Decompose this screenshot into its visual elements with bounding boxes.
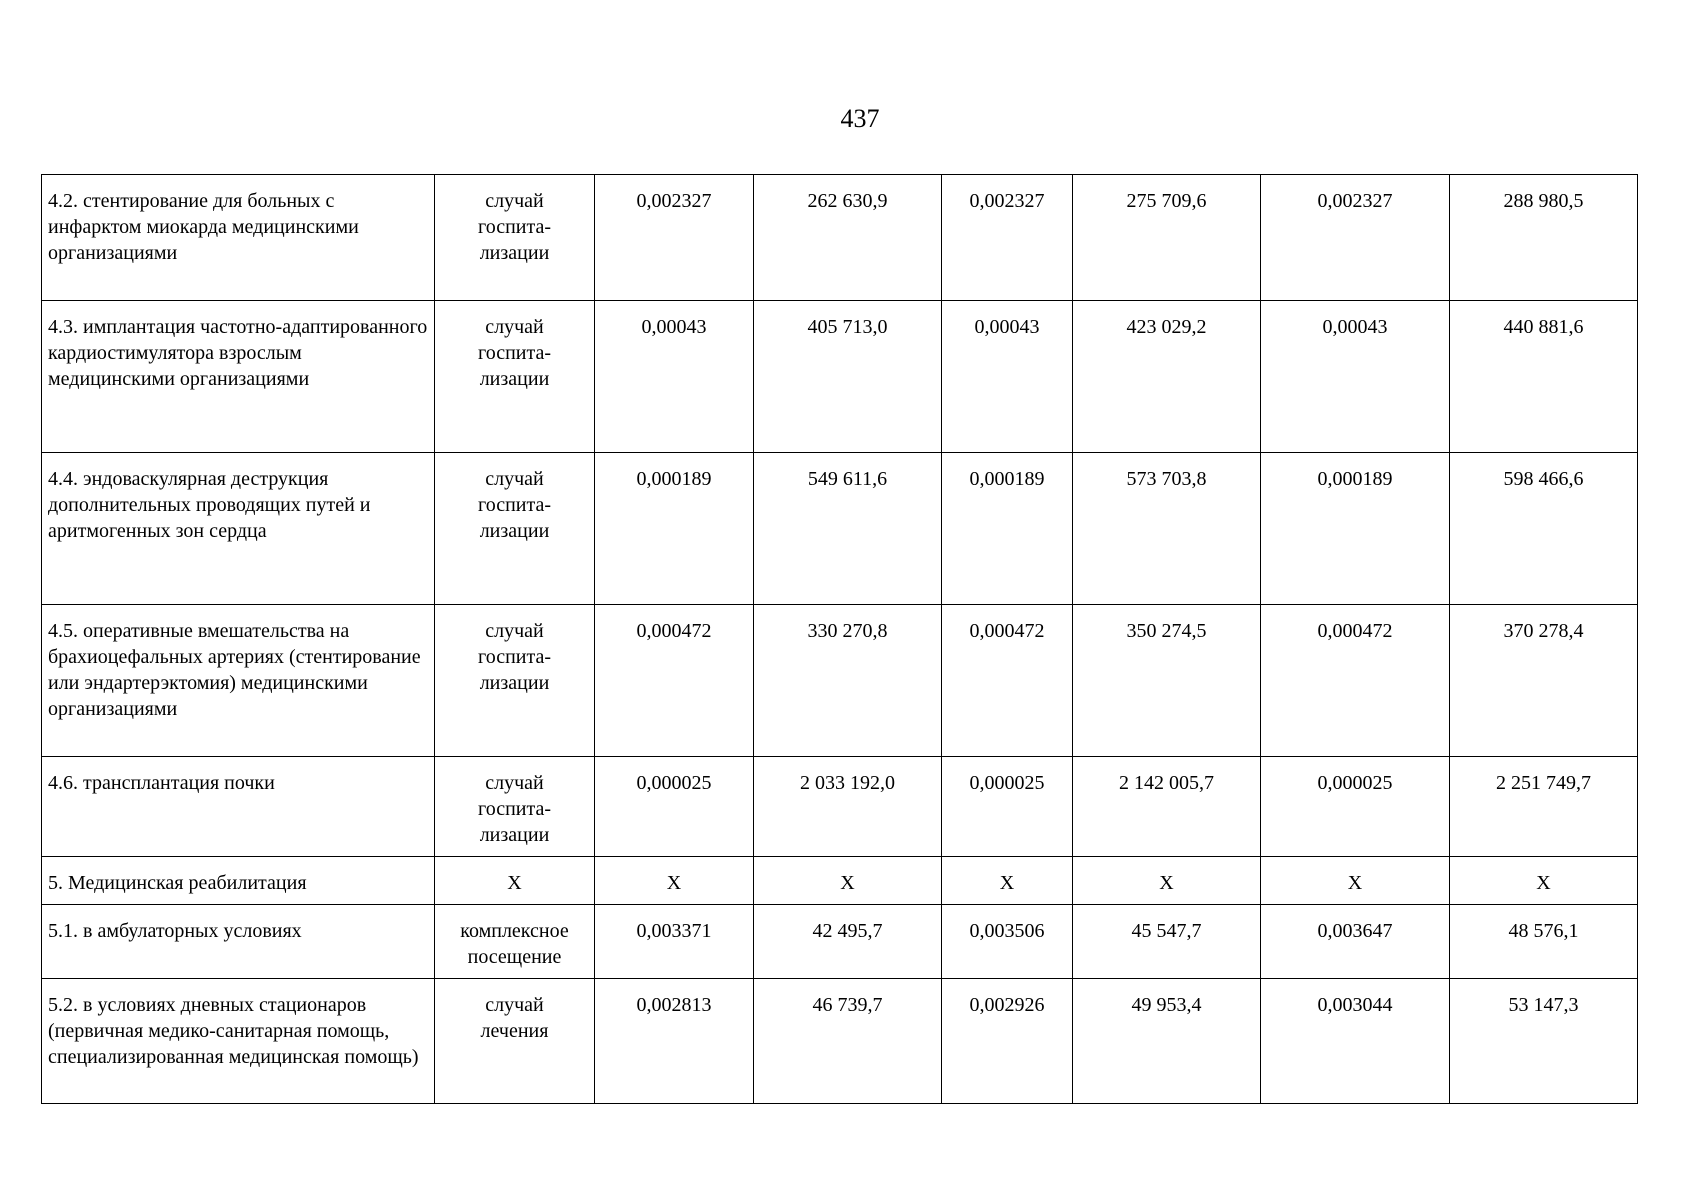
value-cell: 350 274,5 — [1073, 605, 1261, 757]
unit-cell — [435, 605, 595, 757]
value-cell: 573 703,8 — [1073, 453, 1261, 605]
page-number: 437 — [840, 104, 880, 133]
value-cell: 405 713,0 — [754, 301, 942, 453]
row-name-cell: 4.6. трансплантация почки — [42, 757, 435, 857]
value-cell: 440 881,6 — [1450, 301, 1638, 453]
value-cell: 45 547,7 — [1073, 905, 1261, 979]
unit-line: госпита- — [477, 798, 551, 820]
unit-line: госпита- — [477, 494, 551, 516]
unit-line: случай — [485, 994, 544, 1016]
table-row — [42, 175, 1638, 301]
value-cell: 423 029,2 — [1073, 301, 1261, 453]
row-name-cell: 5.2. в условиях дневных стационаров (первичная медико-санитарная помощь, специализированная медицинская помощь) — [42, 979, 435, 1104]
row-name-cell: 4.2. стентирование для больных с инфарктом миокарда медицинскими организациями — [42, 175, 435, 301]
value-cell: 0,003044 — [1261, 979, 1450, 1104]
row-name-cell: 5.1. в амбулаторных условиях — [42, 905, 435, 979]
value-cell: 0,000025 — [595, 757, 754, 857]
unit-cell — [435, 857, 595, 905]
value-cell: 53 147,3 — [1450, 979, 1638, 1104]
row-name-cell: 5. Медицинская реабилитация — [42, 857, 435, 905]
value-cell: 2 033 192,0 — [754, 757, 942, 857]
value-cell: X — [595, 857, 754, 905]
value-cell: 0,000472 — [595, 605, 754, 757]
value-cell: 0,003506 — [942, 905, 1073, 979]
row-name-cell: 4.5. оперативные вмешательства на брахиоцефальных артериях (стентирование или эндартерэктомия) медицинскими организациями — [42, 605, 435, 757]
value-cell: 42 495,7 — [754, 905, 942, 979]
table-row — [42, 453, 1638, 605]
unit-line: лизации — [479, 242, 550, 264]
value-cell: 0,002327 — [595, 175, 754, 301]
value-cell: 262 630,9 — [754, 175, 942, 301]
value-cell: 330 270,8 — [754, 605, 942, 757]
value-cell: X — [1450, 857, 1638, 905]
table-row — [42, 857, 1638, 905]
value-cell: 549 611,6 — [754, 453, 942, 605]
unit-cell — [435, 979, 595, 1104]
value-cell: 0,000189 — [1261, 453, 1450, 605]
value-cell: 0,002327 — [1261, 175, 1450, 301]
unit-line: X — [507, 872, 522, 894]
unit-line: комплексное — [460, 920, 569, 942]
value-cell: 0,000472 — [1261, 605, 1450, 757]
value-cell: 0,002327 — [942, 175, 1073, 301]
value-cell: 0,002813 — [595, 979, 754, 1104]
unit-cell — [435, 905, 595, 979]
unit-line: случай — [485, 316, 544, 338]
value-cell: 0,000025 — [1261, 757, 1450, 857]
value-cell: 48 576,1 — [1450, 905, 1638, 979]
unit-cell — [435, 301, 595, 453]
unit-line: лизации — [479, 368, 550, 390]
row-name-cell: 4.4. эндоваскулярная деструкция дополнительных проводящих путей и аритмогенных зон сердца — [42, 453, 435, 605]
value-cell: 46 739,7 — [754, 979, 942, 1104]
table-row — [42, 905, 1638, 979]
table-row — [42, 301, 1638, 453]
value-cell: 0,003371 — [595, 905, 754, 979]
table-row — [42, 757, 1638, 857]
value-cell: 2 142 005,7 — [1073, 757, 1261, 857]
value-cell: 0,000025 — [942, 757, 1073, 857]
value-cell: 275 709,6 — [1073, 175, 1261, 301]
table-row — [42, 605, 1638, 757]
value-cell: 0,00043 — [942, 301, 1073, 453]
value-cell: 0,002926 — [942, 979, 1073, 1104]
value-cell: 0,000472 — [942, 605, 1073, 757]
value-cell: 0,00043 — [595, 301, 754, 453]
value-cell: 0,000189 — [595, 453, 754, 605]
row-name-cell: 4.3. имплантация частотно-адаптированного кардиостимулятора взрослым медицинскими организациями — [42, 301, 435, 453]
value-cell: X — [754, 857, 942, 905]
value-cell: 49 953,4 — [1073, 979, 1261, 1104]
value-cell: X — [942, 857, 1073, 905]
value-cell: 0,000189 — [942, 453, 1073, 605]
table-row — [42, 979, 1638, 1104]
value-cell: X — [1073, 857, 1261, 905]
unit-line: случай — [485, 190, 544, 212]
unit-line: посещение — [467, 946, 562, 968]
unit-line: госпита- — [477, 216, 551, 238]
value-cell: 0,003647 — [1261, 905, 1450, 979]
value-cell: 288 980,5 — [1450, 175, 1638, 301]
unit-line: случай — [485, 468, 544, 490]
unit-line: госпита- — [477, 342, 551, 364]
unit-line: случай — [485, 620, 544, 642]
unit-line: госпита- — [477, 646, 551, 668]
data-table — [41, 174, 1638, 1104]
table-body — [42, 175, 1638, 1104]
unit-cell — [435, 175, 595, 301]
unit-cell — [435, 453, 595, 605]
unit-line: лизации — [479, 520, 550, 542]
value-cell: 598 466,6 — [1450, 453, 1638, 605]
value-cell: 0,00043 — [1261, 301, 1450, 453]
value-cell: 2 251 749,7 — [1450, 757, 1638, 857]
unit-line: случай — [485, 772, 544, 794]
value-cell: X — [1261, 857, 1450, 905]
unit-line: лизации — [479, 824, 550, 846]
unit-line: лечения — [480, 1020, 549, 1042]
unit-line: лизации — [479, 672, 550, 694]
unit-cell — [435, 757, 595, 857]
value-cell: 370 278,4 — [1450, 605, 1638, 757]
